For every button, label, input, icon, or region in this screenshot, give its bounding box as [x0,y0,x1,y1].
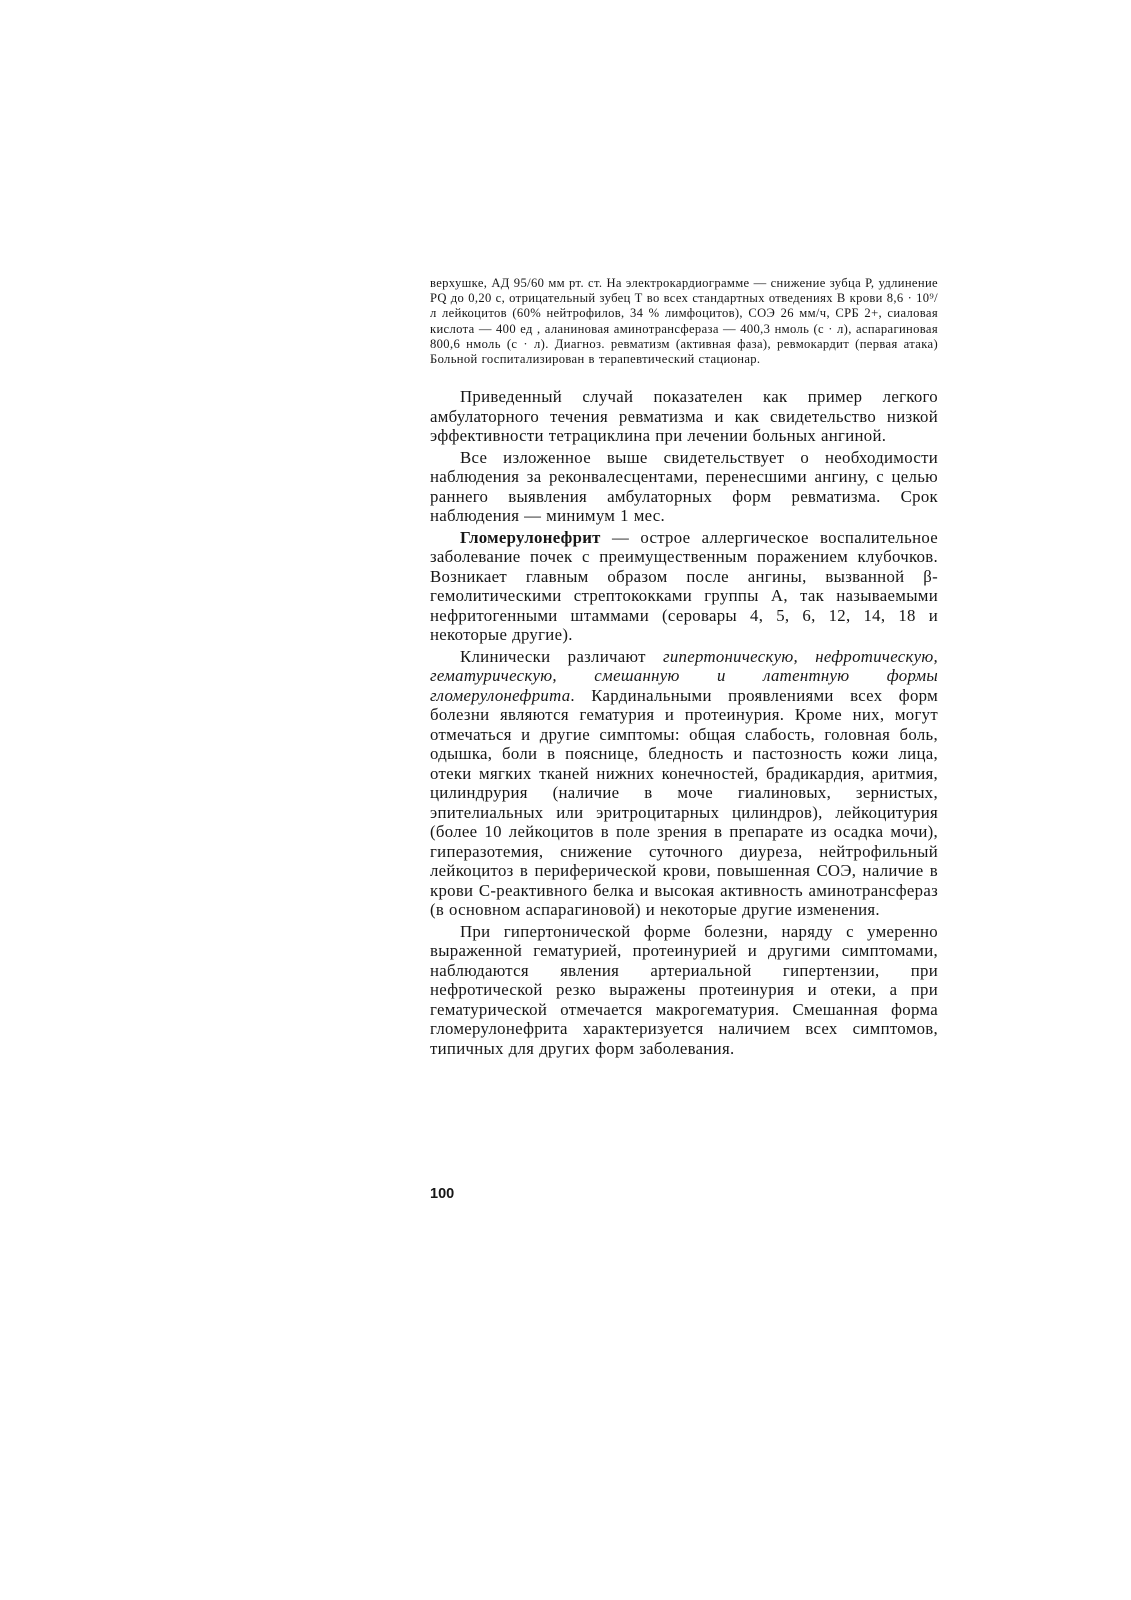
paragraph-rheumatism-case: Приведенный случай показателен как пример легкого амбулаторного течения ревматизма и как свидетельство низкой эффективности тетрациклина при лечении больных ангиной. [430,387,938,446]
text-column [430,276,938,1058]
clinical-forms-list: гипертоническую, нефротическую, гематурическую, смешанную и латентную формы гломерулонефрита [430,646,939,705]
paragraph-hypertensive-form: При гипертонической форме болезни, наряду с умеренно выраженной гематурией, протеинурией и другими симптомами, наблюдаются явления артериальной гипертензии, при нефротической резко выражены протеинурия и отеки, а при гематурической отмечается макрогематурия. Смешанная форма гломерулонефрита характеризуется наличием всех симптомов, типичных для других форм заболевания. [430,921,938,1058]
case-note: верхушке, АД 95/60 мм рт. ст. На электрокардиограмме — снижение зубца Р, удлинение PQ до 0,20 с, отрицательный зубец Т во всех стандартных отведениях В крови 8,6 · 10⁹/л лейкоцитов (60% нейтрофилов, 34 % лимфоцитов), СОЭ 26 мм/ч, СРБ 2+, сиаловая кислота — 400 ед , аланиновая аминотрансфераза — 400,3 нмоль (с · л), аспарагиновая 800,6 нмоль (с · л). Диагноз. ревматизм (активная фаза), ревмокардит (первая атака) Больной госпитализирован в терапевтический стационар. [430,276,938,367]
paragraph-observation: Все изложенное выше свидетельствует о необходимости наблюдения за реконвалесцентами, перенесшими ангину, с целью раннего выявления амбулаторных форм ревматизма. Срок наблюдения — минимум 1 мес. [430,447,938,526]
page-number: 100 [430,1186,455,1202]
term-glomerulonephritis: Гломерулонефрит [460,527,601,547]
paragraph-clinical-forms [430,647,938,920]
clinical-forms-text: . Кардинальными проявлениями всех форм болезни являются гематурия и протеинурия. Кроме них, могут отмечаться и другие симптомы: общая слабость, головная боль, одышка, боли в пояснице, бледность и пастозность кожи лица, отеки мягких тканей нижних конечностей, брадикардия, аритмия, цилиндрурия (наличие в моче гиалиновых, зернистых, эпителиальных или эритроцитарных цилиндров), лейкоцитурия (более 10 лейкоцитов в поле зрения в препарате из осадка мочи), гиперазотемия, снижение суточного диуреза, нейтрофильный лейкоцитоз в периферической крови, повышенная СОЭ, наличие в крови С-реактивного белка и высокая активность аминотрансфераз (в основном аспарагиновой) и некоторые другие изменения. [430,685,938,920]
paragraph-glomerulonephritis [430,528,938,645]
clinical-forms-lead: Клинически различают [460,646,663,666]
glomerulonephritis-definition: — острое аллергическое воспалительное заболевание почек с преимущественным поражением клубочков. Возникает главным образом после ангины, вызванной β-гемолитическими стрептококками группы А, так называемыми нефритогенными штаммами (серовары 4, 5, 6, 12, 14, 18 и некоторые другие). [430,527,938,645]
